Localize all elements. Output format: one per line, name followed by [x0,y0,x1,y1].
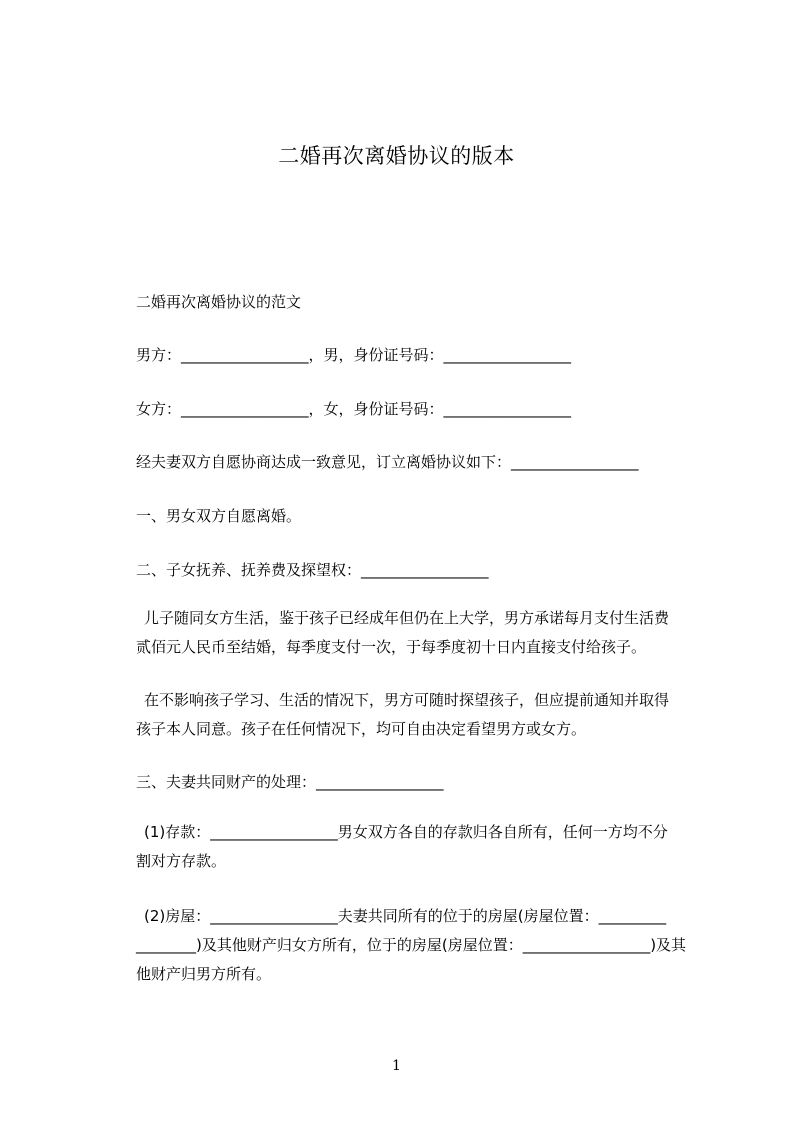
paragraph-line: (1)存款：_________________男女双方各自的存款归各自所有，任何一方均不分 [144,823,668,841]
paragraph-line: 孩子本人同意。孩子在任何情况下，均可自由决定看望男方或女方。 [136,720,587,738]
section-2-heading: 二、子女抚养、抚养费及探望权：_________________ [136,561,489,579]
visitation-paragraph [136,686,704,744]
paragraph-line: (2)房屋：_________________夫妻共同所有的位于的房屋(房屋位置：_________ [144,907,667,925]
intro-line: 经夫妻双方自愿协商达成一致意见，订立离婚协议如下：_________________ [136,453,639,471]
deposit-paragraph [136,818,704,876]
male-party-line: 男方：_________________，男，身份证号码：_________________ [136,346,572,364]
paragraph-line: 他财产归男方所有。 [136,965,272,983]
female-party-line: 女方：_________________，女，身份证号码：_________________ [136,400,572,418]
section-3-heading: 三、夫妻共同财产的处理：_________________ [136,773,444,791]
document-title: 二婚再次离婚协议的版本 [278,144,515,168]
house-paragraph [136,902,704,989]
paragraph-line: 在不影响孩子学习、生活的情况下，男方可随时探望孩子，但应提前通知并取得 [144,691,670,709]
page-number: 1 [392,1058,401,1074]
child-support-paragraph [136,604,704,662]
document-subtitle: 二婚再次离婚协议的范文 [136,293,302,311]
paragraph-line: 贰佰元人民币至结婚，每季度支付一次，于每季度初十日内直接支付给孩子。 [136,638,647,656]
paragraph-line: 割对方存款。 [136,852,227,870]
section-1-heading: 一、男女双方自愿离婚。 [136,507,302,525]
paragraph-line: ________)及其他财产归女方所有，位于的房屋(房屋位置：_________________)及其 [136,936,687,954]
paragraph-line: 儿子随同女方生活，鉴于孩子已经成年但仍在上大学，男方承诺每月支付生活费 [144,609,670,627]
